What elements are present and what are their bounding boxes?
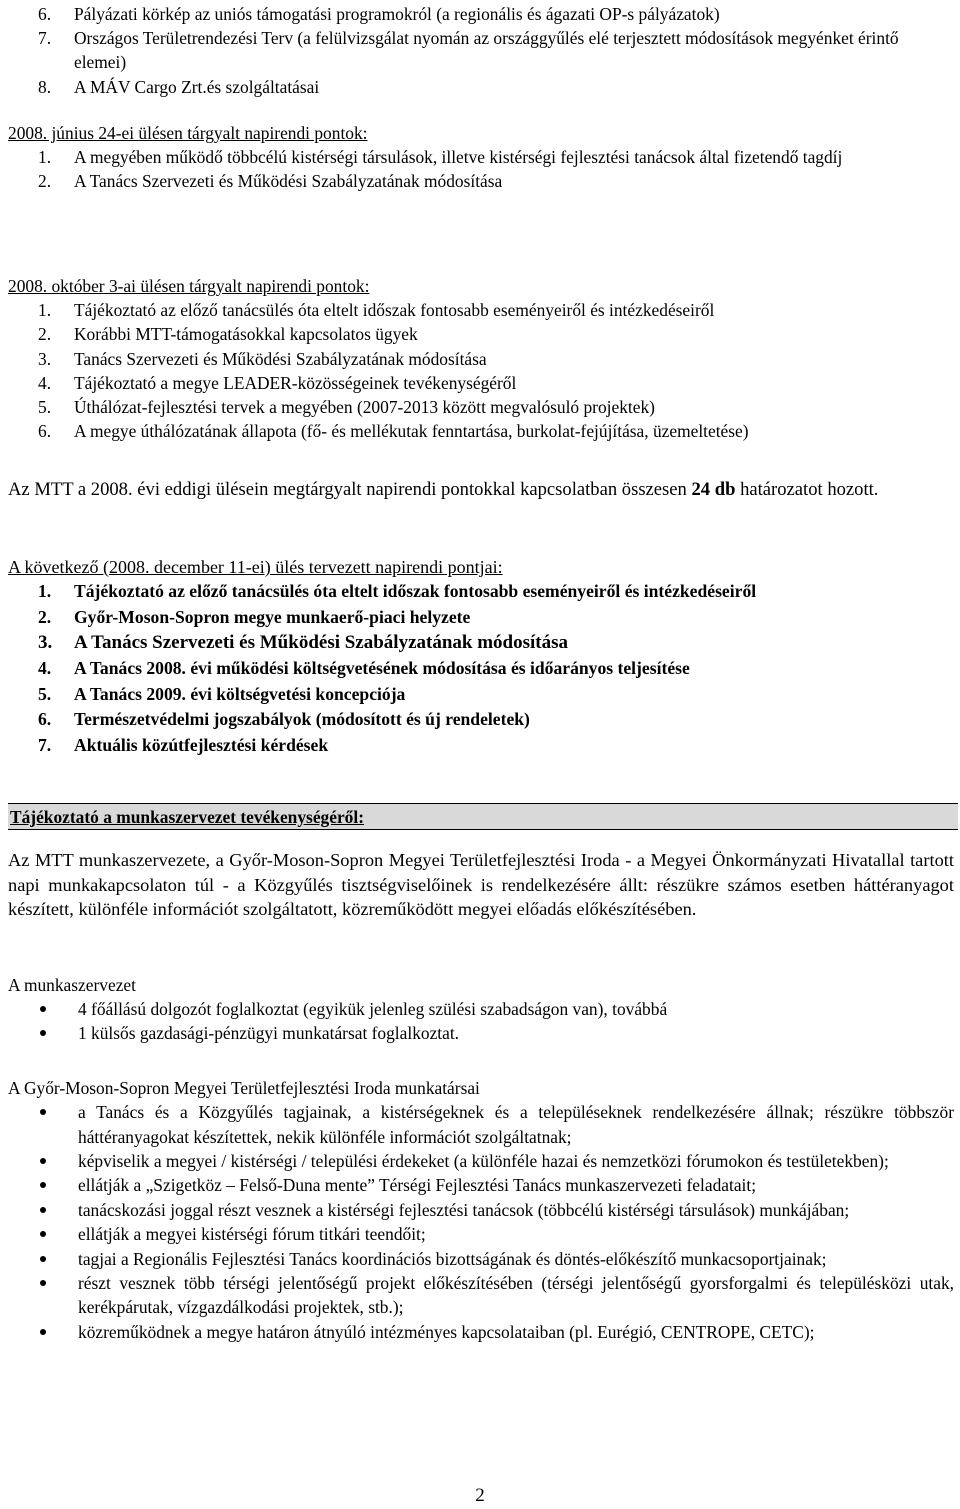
bullet	[40, 1109, 46, 1115]
list-item: 6. Természetvédelmi jogszabályok (módosított és új rendeletek)	[38, 709, 530, 730]
bullet	[40, 1231, 46, 1237]
bullet	[40, 1280, 46, 1286]
bullet	[40, 1030, 46, 1036]
top-list	[0, 2, 960, 99]
list-item: ellátják a megyei kistérségi fórum titkári teendőit;	[0, 1222, 960, 1246]
page-number: 2	[475, 1485, 485, 1506]
bullet	[40, 1182, 46, 1188]
list-item: tanácskozási joggal részt vesznek a kistérségi fejlesztési tanácsok (többcélú kistérségi társulások) munkájában;	[0, 1198, 960, 1222]
list-item: 4. A Tanács 2008. évi működési költségvetésének módosítása és időarányos teljesítése	[38, 657, 690, 678]
list-item: 4. Tájékoztató a megye LEADER-közösségeinek tevékenységéről	[38, 372, 517, 393]
work-org-heading: Tájékoztató a munkaszervezet tevékenységéről:	[10, 807, 364, 827]
section-heading-box	[8, 803, 958, 830]
staff-section	[0, 973, 960, 1046]
december-heading: A következő (2008. december 11-ei) ülés tervezett napirendi pontjai:	[8, 557, 503, 577]
list-item: 6. A megye úthálózatának állapota (fő- és mellékutak fenntartása, burkolat-fejújítása, üzemeltetése)	[38, 421, 749, 442]
list-item: 1. Tájékoztató az előző tanácsülés óta eltelt időszak fontosabb eseményeiről és intézkedéseiről	[38, 300, 715, 321]
bullet	[40, 1256, 46, 1262]
june-heading: 2008. június 24-ei ülésen tárgyalt napirendi pontok:	[8, 123, 368, 143]
list-item: 2. Korábbi MTT-támogatásokkal kapcsolatos ügyek	[38, 324, 418, 345]
staff-label: A munkaszervezet	[8, 975, 136, 995]
list-item: 7. Országos Területrendezési Terv (a felülvizsgálat nyomán az országgyűlés elé terjesztett módosítások megyénket érintő elemei)	[38, 28, 899, 73]
list-item: 5. Úthálózat-fejlesztési tervek a megyében (2007-2013 között megvalósuló projektek)	[38, 397, 655, 418]
office-label: A Győr-Moson-Sopron Megyei Területfejlesztési Iroda munkatársai	[8, 1078, 480, 1098]
december-section	[0, 555, 960, 758]
list-item: 4 főállású dolgozót foglalkoztat (egyikük jelenleg szülési szabadságon van), továbbá	[0, 997, 960, 1021]
resolution-count: 24 db	[691, 479, 736, 500]
october-section	[0, 274, 960, 443]
list-item: a Tanács és a Közgyűlés tagjainak, a kistérségeknek és a településeknek rendelkezésére állnak; részükre többször háttéranyagokat készítettek, nekik különféle információt szolgáltatnak;	[0, 1100, 960, 1149]
list-item: tagjai a Regionális Fejlesztési Tanács koordinációs bizottságának és döntés-előkészítő munkacsoportjainak;	[0, 1247, 960, 1271]
list-item: 1 külsős gazdasági-pénzügyi munkatársat foglalkoztat.	[0, 1021, 960, 1045]
office-section	[0, 1076, 960, 1344]
staff-list	[0, 997, 960, 1045]
bullet	[40, 1207, 46, 1213]
bullet	[40, 1158, 46, 1164]
list-item: 5. A Tanács 2009. évi költségvetési koncepciója	[38, 683, 406, 704]
list-item: 6. Pályázati körkép az uniós támogatási programokról (a regionális és ágazati OP-s pályázatok)	[38, 4, 720, 24]
list-item: 8. A MÁV Cargo Zrt.és szolgáltatásai	[38, 76, 320, 97]
june-section	[0, 121, 960, 194]
list-item: ellátják a „Szigetköz – Felső-Duna mente” Térségi Fejlesztési Tanács munkaszervezeti feladatait;	[0, 1173, 960, 1197]
office-list	[0, 1100, 960, 1344]
list-item: 2. Győr-Moson-Sopron megye munkaerő-piaci helyzete	[38, 606, 471, 627]
december-list	[0, 579, 960, 758]
bullet	[40, 1006, 46, 1012]
summary-paragraph: Az MTT a 2008. évi eddigi ülésein megtárgyalt napirendi pontokkal kapcsolatban összesen 24 db határozatot hozott.	[8, 479, 879, 500]
list-item: 1. Tájékoztató az előző tanácsülés óta eltelt időszak fontosabb eseményeiről és intézkedéseiről	[38, 581, 757, 602]
october-heading: 2008. október 3-ai ülésen tárgyalt napirendi pontok:	[8, 276, 370, 296]
list-item: közreműködnek a megye határon átnyúló intézményes kapcsolataiban (pl. Eurégió, CENTROPE, CETC);	[0, 1320, 960, 1344]
list-item: 1. A megyében működő többcélú kistérségi társulások, illetve kistérségi fejlesztési tanácsok által fizetendő tagdíj	[38, 147, 843, 168]
list-item: képviselik a megyei / kistérségi / települési érdekeket (a különféle hazai és nemzetközi fórumokon és testületekben);	[0, 1149, 960, 1173]
october-list	[0, 298, 960, 443]
list-item: 2. A Tanács Szervezeti és Működési Szabályzatának módosítása	[38, 171, 503, 192]
list-item: 7. Aktuális közútfejlesztési kérdések	[38, 734, 329, 755]
work-org-intro: Az MTT munkaszervezete, a Győr-Moson-Sopron Megyei Területfejlesztési Iroda - a Megyei Önkormányzati Hivatallal tartott napi munkakapcsolaton túl - a Közgyűlés tisztségviselőinek is rendelkezésére állt: részükre számos esetben háttéranyagot készített, különféle információt szolgáltatott, közreműködött megyei előadás előkészítésében.	[8, 850, 954, 920]
list-item: 3. A Tanács Szervezeti és Működési Szabályzatának módosítása	[38, 632, 569, 654]
list-item: 3. Tanács Szervezeti és Működési Szabályzatának módosítása	[38, 348, 487, 369]
list-item: részt vesznek több térségi jelentőségű projekt előkészítésében (térségi jelentőségű gyorsforgalmi és településközi utak, kerékpárutak, vízgazdálkodási projektek, stb.);	[0, 1271, 960, 1320]
bullet	[40, 1329, 46, 1335]
june-list	[0, 145, 960, 193]
